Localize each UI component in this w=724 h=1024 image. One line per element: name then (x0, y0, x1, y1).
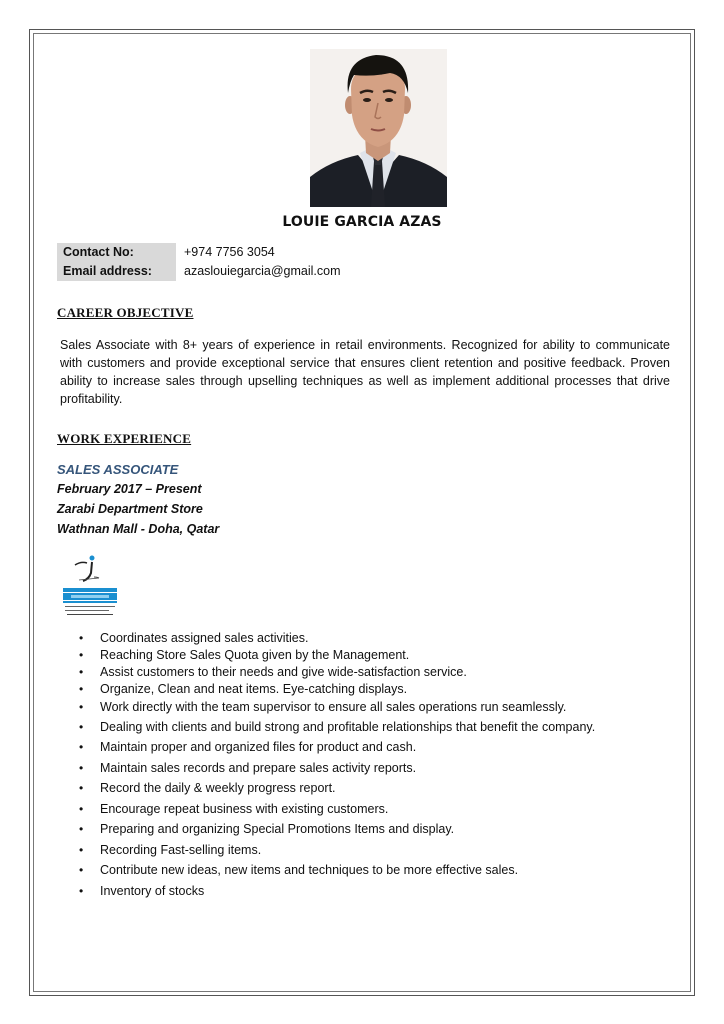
duties-list (79, 631, 679, 904)
list-item: • Coordinates assigned sales activities. (79, 631, 679, 648)
job-location: Wathnan Mall - Doha, Qatar (57, 522, 220, 536)
list-item: • Contribute new ideas, new items and techniques to be more effective sales. (79, 863, 679, 884)
company-logo-icon (61, 553, 119, 619)
candidate-name: LOUIE GARCIA AZAS (282, 214, 442, 230)
list-item: • Organize, Clean and neat items. Eye-catching displays. (79, 682, 679, 700)
job-title: SALES ASSOCIATE (57, 462, 179, 477)
list-item: • Dealing with clients and build strong and profitable relationships that benefit the company. (79, 720, 679, 741)
list-item: • Preparing and organizing Special Promotions Items and display. (79, 822, 679, 843)
career-objective-text: Sales Associate with 8+ years of experience in retail environments. Recognized for ability to communicate with customers and provide exceptional service that ensures client retention and positive feedback. Proven ability to increase sales through upselling techniques as well as implement additional processes that drive profitability. (60, 338, 670, 406)
contact-row-email (57, 262, 341, 281)
work-experience-heading: WORK EXPERIENCE (57, 431, 192, 446)
contact-row-phone (57, 243, 341, 262)
list-item: • Inventory of stocks (79, 884, 679, 905)
contact-table (57, 243, 341, 281)
list-item: • Maintain sales records and prepare sales activity reports. (79, 761, 679, 782)
contact-email-value: azaslouiegarcia@gmail.com (184, 264, 341, 278)
list-item: • Work directly with the team supervisor to ensure all sales operations run seamlessly. (79, 700, 679, 720)
job-company: Zarabi Department Store (57, 502, 203, 516)
job-period: February 2017 – Present (57, 482, 202, 496)
list-item: • Reaching Store Sales Quota given by the Management. (79, 648, 679, 665)
contact-email-label: Email address: (57, 262, 176, 281)
contact-phone-label: Contact No: (57, 243, 176, 262)
list-item: • Assist customers to their needs and give wide-satisfaction service. (79, 665, 679, 683)
list-item: • Record the daily & weekly progress report. (79, 781, 679, 802)
list-item: • Encourage repeat business with existing customers. (79, 802, 679, 823)
profile-photo (310, 49, 447, 207)
list-item: • Maintain proper and organized files for product and cash. (79, 740, 679, 761)
list-item: • Recording Fast-selling items. (79, 843, 679, 864)
contact-phone-value: +974 7756 3054 (184, 245, 275, 259)
career-objective-heading: CAREER OBJECTIVE (57, 305, 194, 320)
